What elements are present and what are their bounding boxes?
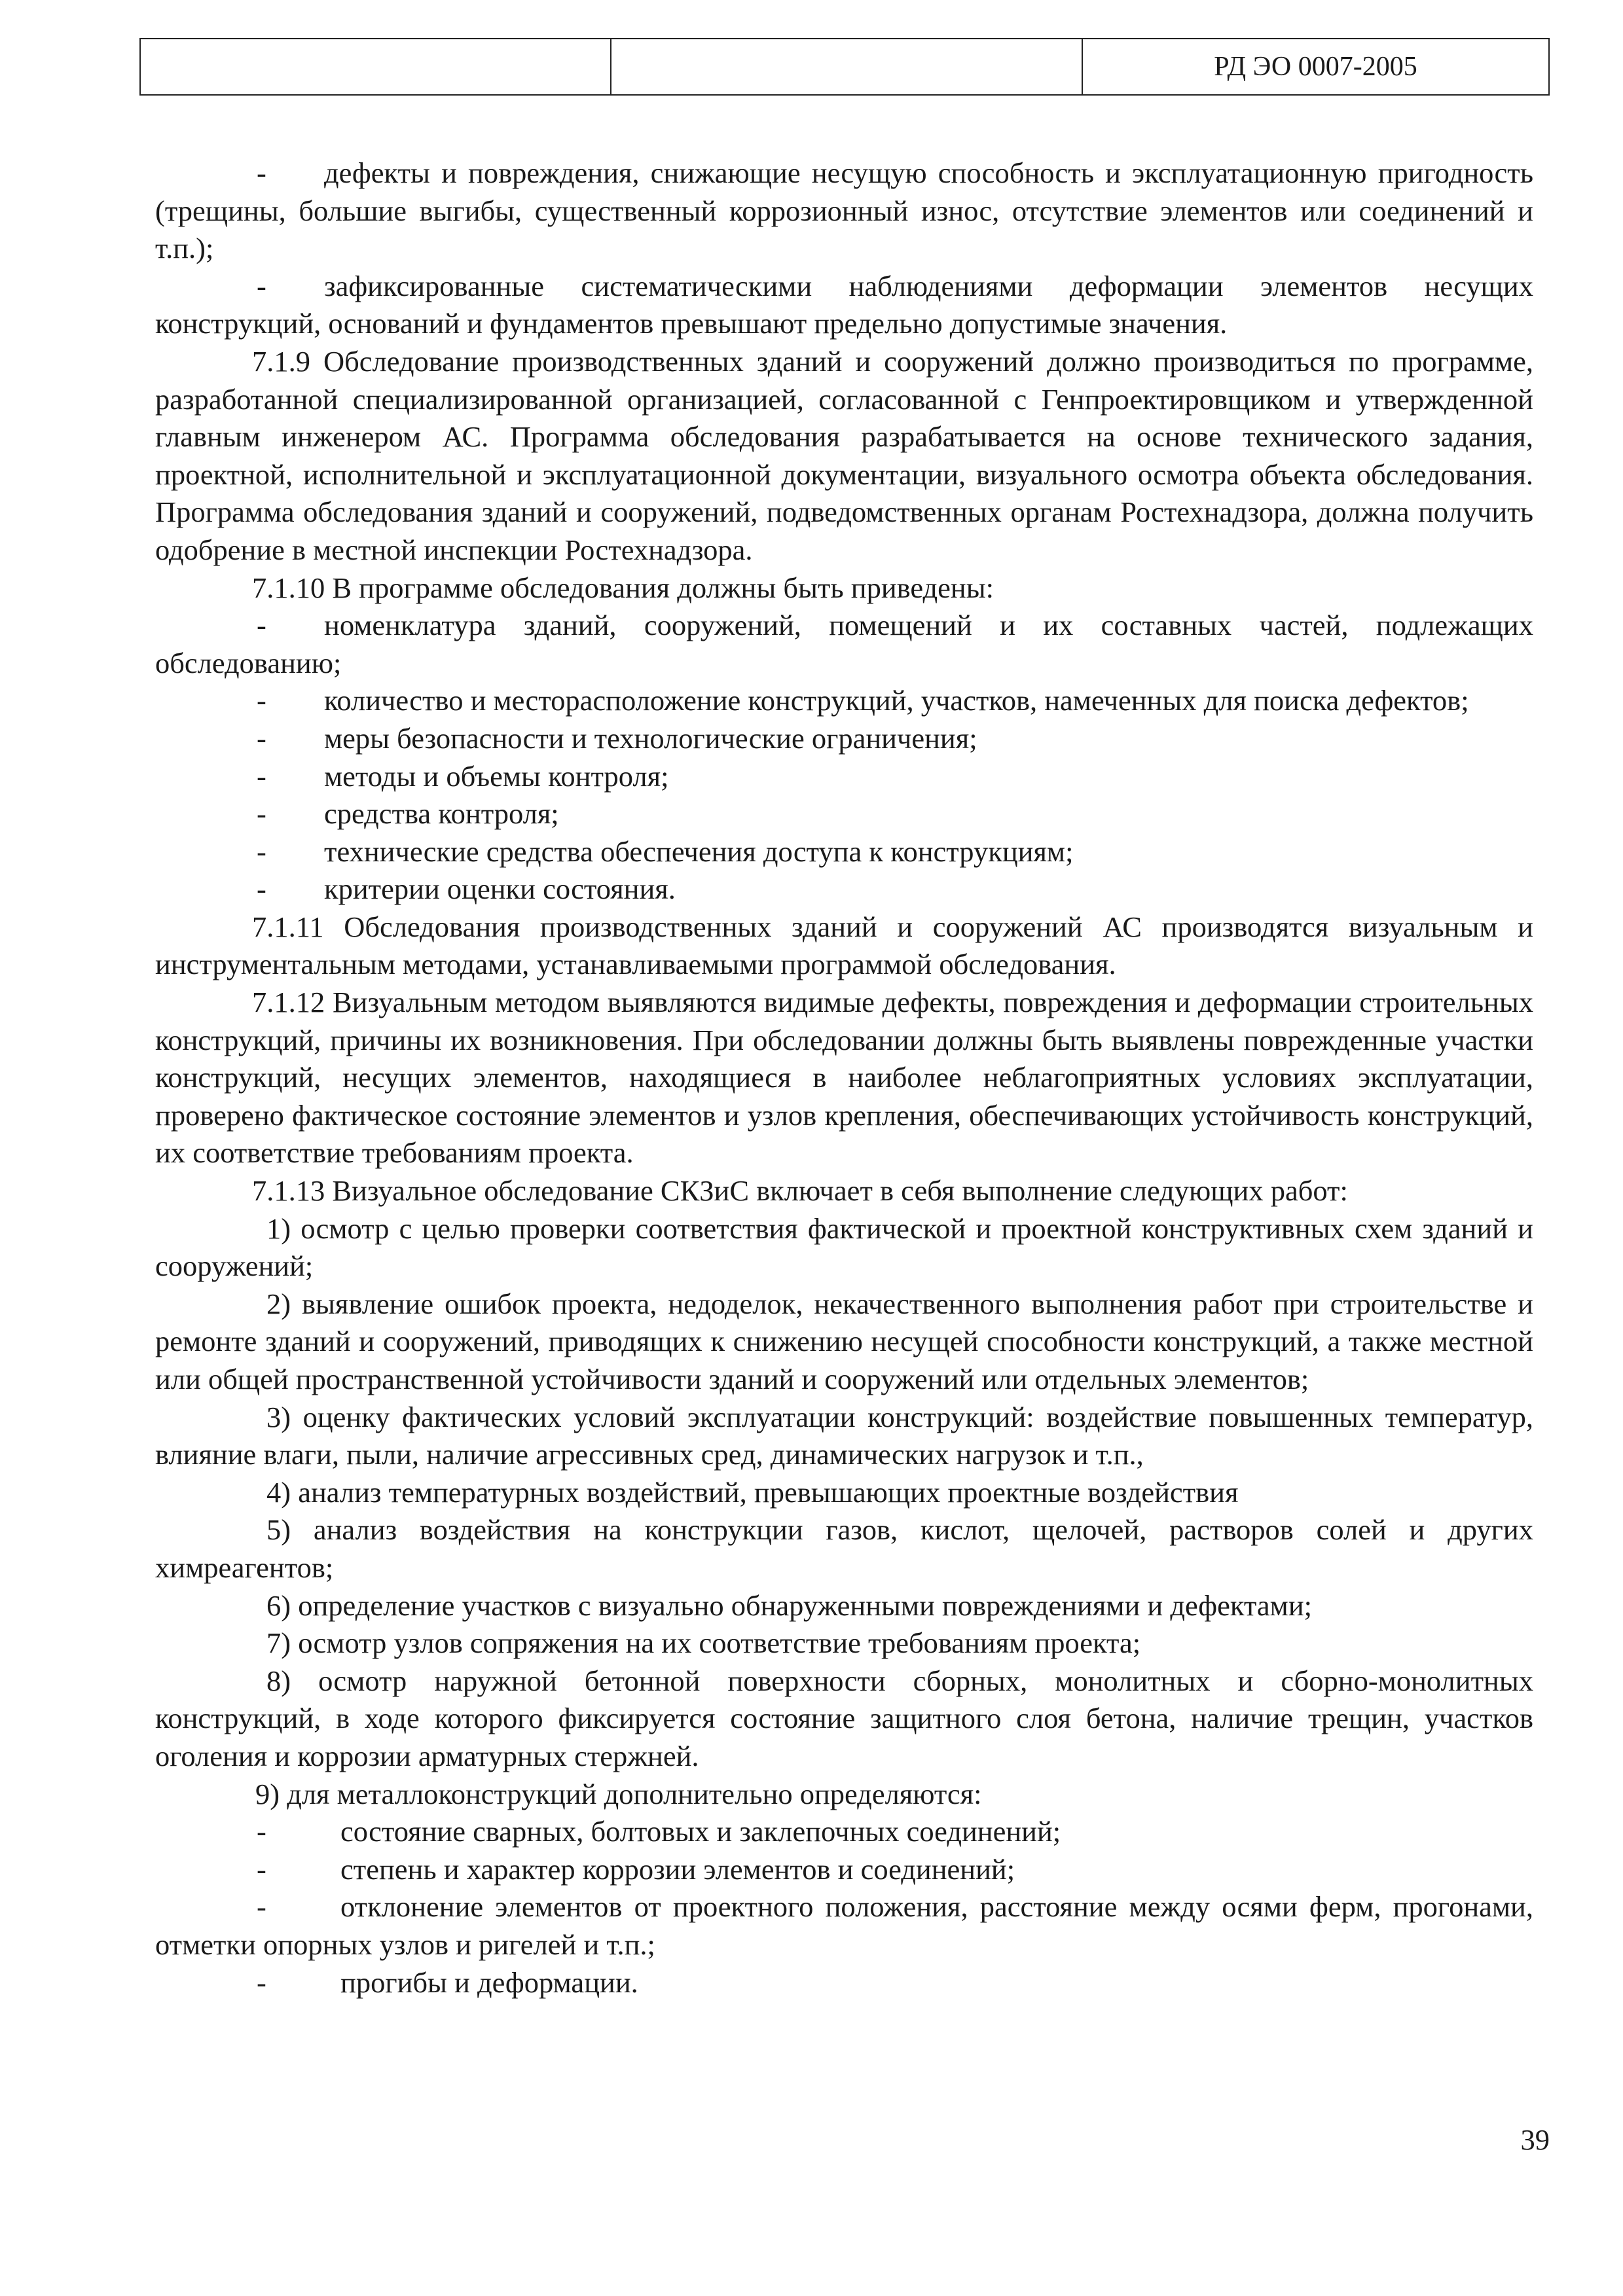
list-dash: -: [257, 759, 266, 793]
list-item: [155, 607, 1533, 682]
numbered-item: 9) для металлоконструкций дополнительно определяются:: [255, 1777, 982, 1810]
list-dash: -: [257, 684, 266, 717]
list-item-text: номенклатура зданий, сооружений, помещений и их составных частей, подлежащих обследованию;: [155, 609, 1533, 679]
clause-paragraph: 7.1.13 Визуальное обследование СКЗиС включает в себя выполнение следующих работ:: [252, 1174, 1348, 1208]
list-item: [155, 268, 1533, 343]
numbered-item: 7) осмотр узлов сопряжения на их соответствие требованиям проекта;: [266, 1626, 1141, 1660]
header-stamp-table: [139, 38, 1550, 96]
list-dash: -: [257, 156, 266, 189]
list-item-text: количество и месторасположение конструкций, участков, намеченных для поиска дефектов;: [324, 684, 1469, 717]
document-code: РД ЭО 0007-2005: [1082, 39, 1549, 95]
header-cell-empty-2: [611, 39, 1082, 95]
list-item: [155, 1851, 1533, 1889]
header-cell-empty-1: [140, 39, 611, 95]
list-item-text: дефекты и повреждения, снижающие несущую способность и эксплуатационную пригодность (трещины, большие выгибы, существенный коррозионный износ, отсутствие элементов или соединений и т.п.);: [155, 156, 1533, 265]
page-number: 39: [1520, 2123, 1550, 2156]
list-item: [155, 870, 1533, 908]
list-item-text: технические средства обеспечения доступа к конструкциям;: [324, 834, 1074, 868]
numbered-item: 5) анализ воздействия на конструкции газов, кислот, щелочей, растворов солей и других химреагентов;: [155, 1513, 1533, 1584]
clause-paragraph: 7.1.12 Визуальным методом выявляются видимые дефекты, повреждения и деформации строительных конструкций, причины их возникновения. При обследовании должны быть выявлены поврежденные участки конструкций, несущих элементов, находящиеся в наиболее неблагоприятных условиях эксплуатации, проверено фактическое состояние элементов и узлов крепления, обеспечивающих устойчивость конструкций, их соответствие требованиям проекта.: [155, 986, 1533, 1170]
list-item-text: критерии оценки состояния.: [324, 872, 676, 906]
list-item: [155, 1964, 1533, 2002]
list-item: [155, 720, 1533, 758]
list-dash: -: [257, 721, 266, 755]
list-dash: -: [257, 1815, 266, 1848]
list-dash: -: [257, 1852, 266, 1886]
list-item: [155, 1888, 1533, 1964]
list-item: [155, 833, 1533, 871]
list-dash: -: [257, 872, 266, 906]
list-item-text: меры безопасности и технологические ограничения;: [324, 721, 977, 755]
list-item-text: отклонение элементов от проектного положения, расстояние между осями ферм, прогонами, отметки опорных узлов и ригелей и т.п.;: [155, 1890, 1533, 1961]
numbered-item: 8) осмотр наружной бетонной поверхности сборных, монолитных и сборно-монолитных конструкций, в ходе которого фиксируется состояние защитного слоя бетона, наличие трещин, участков оголения и коррозии арматурных стержней.: [155, 1664, 1533, 1772]
clause-paragraph: 7.1.11 Обследования производственных зданий и сооружений АС производятся визуальным и инструментальным методами, устанавливаемыми программой обследования.: [155, 910, 1533, 981]
list-item-text: средства контроля;: [324, 797, 559, 831]
list-dash: -: [257, 834, 266, 868]
clause-paragraph: 7.1.9 Обследование производственных зданий и сооружений должно производиться по программе, разработанной специализированной организацией, согласованной с Генпроектировщиком и утвержденной главным инженером АС. Программа обследования разрабатывается на основе технического задания, проектной, исполнительной и эксплуатационной документации, визуального осмотра объекта обследования. Программа обследования зданий и сооружений, подведомственных органам Ростехнадзора, должна получить одобрение в местной инспекции Ростехнадзора.: [155, 344, 1533, 566]
list-item: [155, 1813, 1533, 1851]
numbered-item: 4) анализ температурных воздействий, превышающих проектные воздействия: [266, 1475, 1239, 1509]
document-body: [155, 154, 1533, 2001]
list-item: [155, 682, 1533, 720]
list-item: [155, 154, 1533, 268]
list-item-text: степень и характер коррозии элементов и соединений;: [340, 1852, 1015, 1886]
list-item: [155, 758, 1533, 796]
numbered-item: 2) выявление ошибок проекта, недоделок, некачественного выполнения работ при строительстве и ремонте зданий и сооружений, приводящих к снижению несущей способности конструкций, а также местной или общей пространственной устойчивости зданий и сооружений или отдельных элементов;: [155, 1287, 1533, 1395]
list-item-text: методы и объемы контроля;: [324, 759, 669, 793]
list-item: [155, 795, 1533, 833]
numbered-item: 1) осмотр с целью проверки соответствия фактической и проектной конструктивных схем зданий и сооружений;: [155, 1211, 1533, 1283]
numbered-item: 3) оценку фактических условий эксплуатации конструкций: воздействие повышенных температур, влияние влаги, пыли, наличие агрессивных сред, динамических нагрузок и т.п.,: [155, 1400, 1533, 1471]
list-item-text: состояние сварных, болтовых и заклепочных соединений;: [340, 1815, 1061, 1848]
list-dash: -: [257, 1890, 266, 1924]
list-item-text: зафиксированные систематическими наблюдениями деформации элементов несущих конструкций, оснований и фундаментов превышают предельно допустимые значения.: [155, 269, 1533, 340]
numbered-item: 6) определение участков с визуально обнаруженными повреждениями и дефектами;: [266, 1588, 1313, 1622]
list-dash: -: [257, 797, 266, 831]
clause-paragraph: 7.1.10 В программе обследования должны быть приведены:: [252, 571, 994, 604]
list-dash: -: [257, 1965, 266, 1999]
list-dash: -: [257, 609, 266, 642]
list-dash: -: [257, 269, 266, 302]
list-item-text: прогибы и деформации.: [340, 1965, 638, 1999]
